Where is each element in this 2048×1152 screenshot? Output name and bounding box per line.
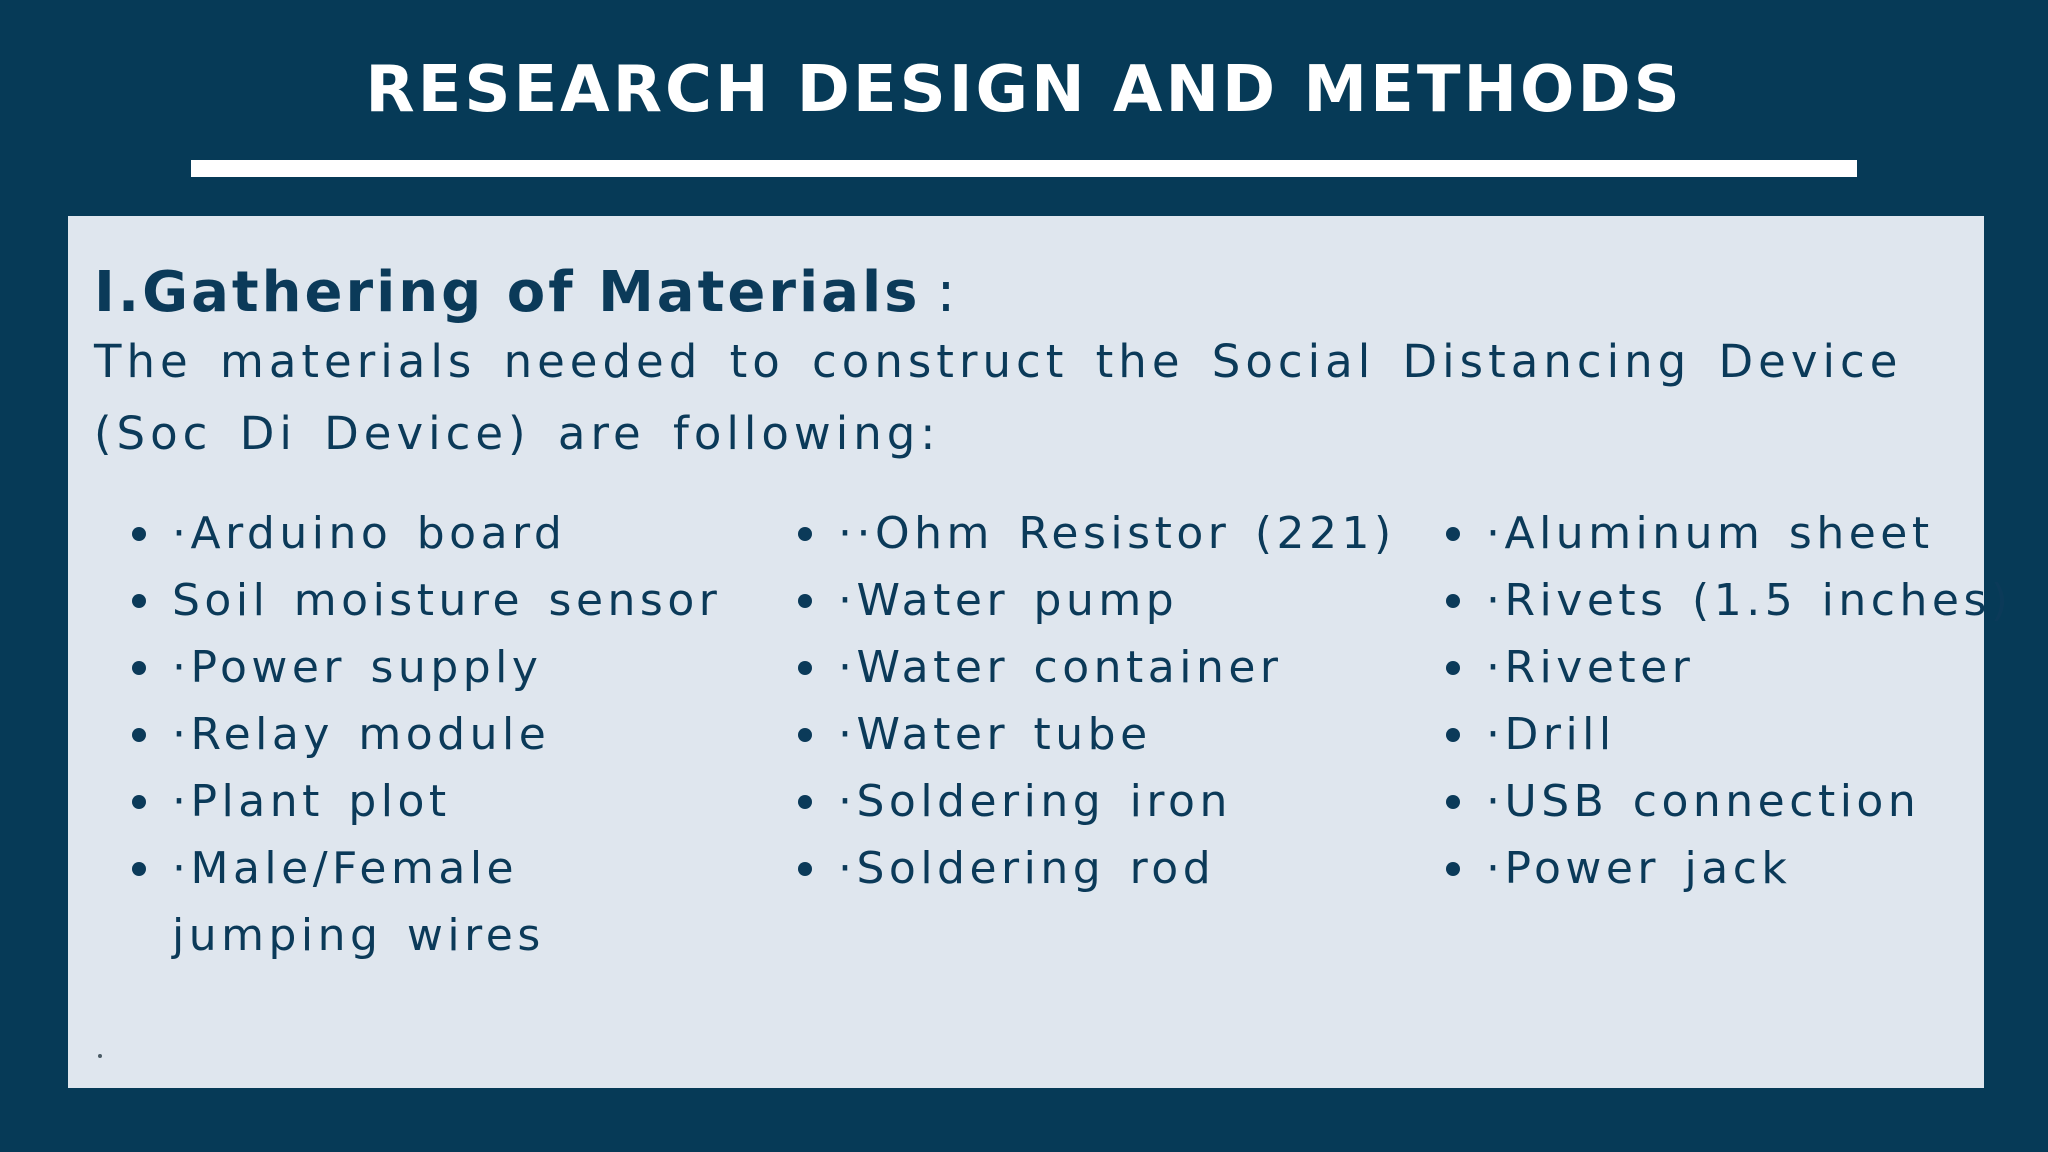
material-label: ·Water pump [838,575,1179,626]
material-item [1446,567,2013,634]
material-label: ·Water container [838,642,1283,693]
slide-title: RESEARCH DESIGN AND METHODS [365,53,1683,127]
bullet-icon [1446,594,1460,608]
bullet-icon [798,862,812,876]
material-label: ·Soldering iron [838,776,1232,827]
bullet-icon [798,795,812,809]
material-item [1446,768,1986,835]
bullet-icon [1446,862,1460,876]
materials-intro: The materials needed to construct the Social Distancing Device (Soc Di Device) are following: [94,335,1903,460]
materials-column-1 [132,500,732,969]
material-label: Soil moisture sensor [172,575,722,626]
bullet-icon [798,728,812,742]
material-item [132,567,732,634]
material-label: ·Relay module [172,709,551,760]
material-label: ·Male/Female jumping wires [172,843,545,961]
material-label: ·Riveter [1486,642,1695,693]
bullet-icon [798,527,812,541]
content-panel [68,216,2013,1088]
section-heading-colon: : [936,260,959,325]
material-item [798,634,1418,701]
bullet-icon [1446,661,1460,675]
bullet-icon [132,862,146,876]
footer-mark [98,1054,102,1058]
bullet-icon [132,795,146,809]
material-label: ·Drill [1486,709,1616,760]
title-divider [191,160,1857,177]
bullet-icon [132,728,146,742]
bullet-icon [1446,527,1460,541]
material-item [798,500,1418,567]
bullet-icon [1446,795,1460,809]
section-heading-text: Gathering of Materials [142,260,921,325]
material-item [132,768,732,835]
material-item [1446,701,1986,768]
materials-column-2 [798,500,1418,902]
material-item [798,701,1418,768]
section-number: I. [94,260,143,325]
material-label: ·Aluminum sheet [1486,508,1934,559]
section-heading [94,258,958,328]
bullet-icon [798,661,812,675]
bullet-icon [798,594,812,608]
material-item [132,835,702,969]
material-label: ·Soldering rod [838,843,1216,894]
material-item [1446,634,1986,701]
material-label: ·USB connection [1486,776,1921,827]
materials-column-3 [1446,500,2013,902]
material-label: ·Plant plot [172,776,451,827]
bullet-icon [132,527,146,541]
material-item [132,701,732,768]
material-label: ·Rivets (1.5 inches) [1486,575,2013,626]
material-label: ·Arduino board [172,508,567,559]
material-label: ·Power supply [172,642,543,693]
material-label: ·Water tube [838,709,1152,760]
bullet-icon [132,661,146,675]
material-item [1446,500,1986,567]
material-item [798,567,1418,634]
bullet-icon [132,594,146,608]
bullet-icon [1446,728,1460,742]
material-item [132,500,732,567]
material-item [1446,835,1986,902]
material-label: ·Power jack [1486,843,1792,894]
material-item [132,634,732,701]
material-item [798,768,1418,835]
material-item [798,835,1418,902]
material-label: ··Ohm Resistor (221) [838,508,1396,559]
